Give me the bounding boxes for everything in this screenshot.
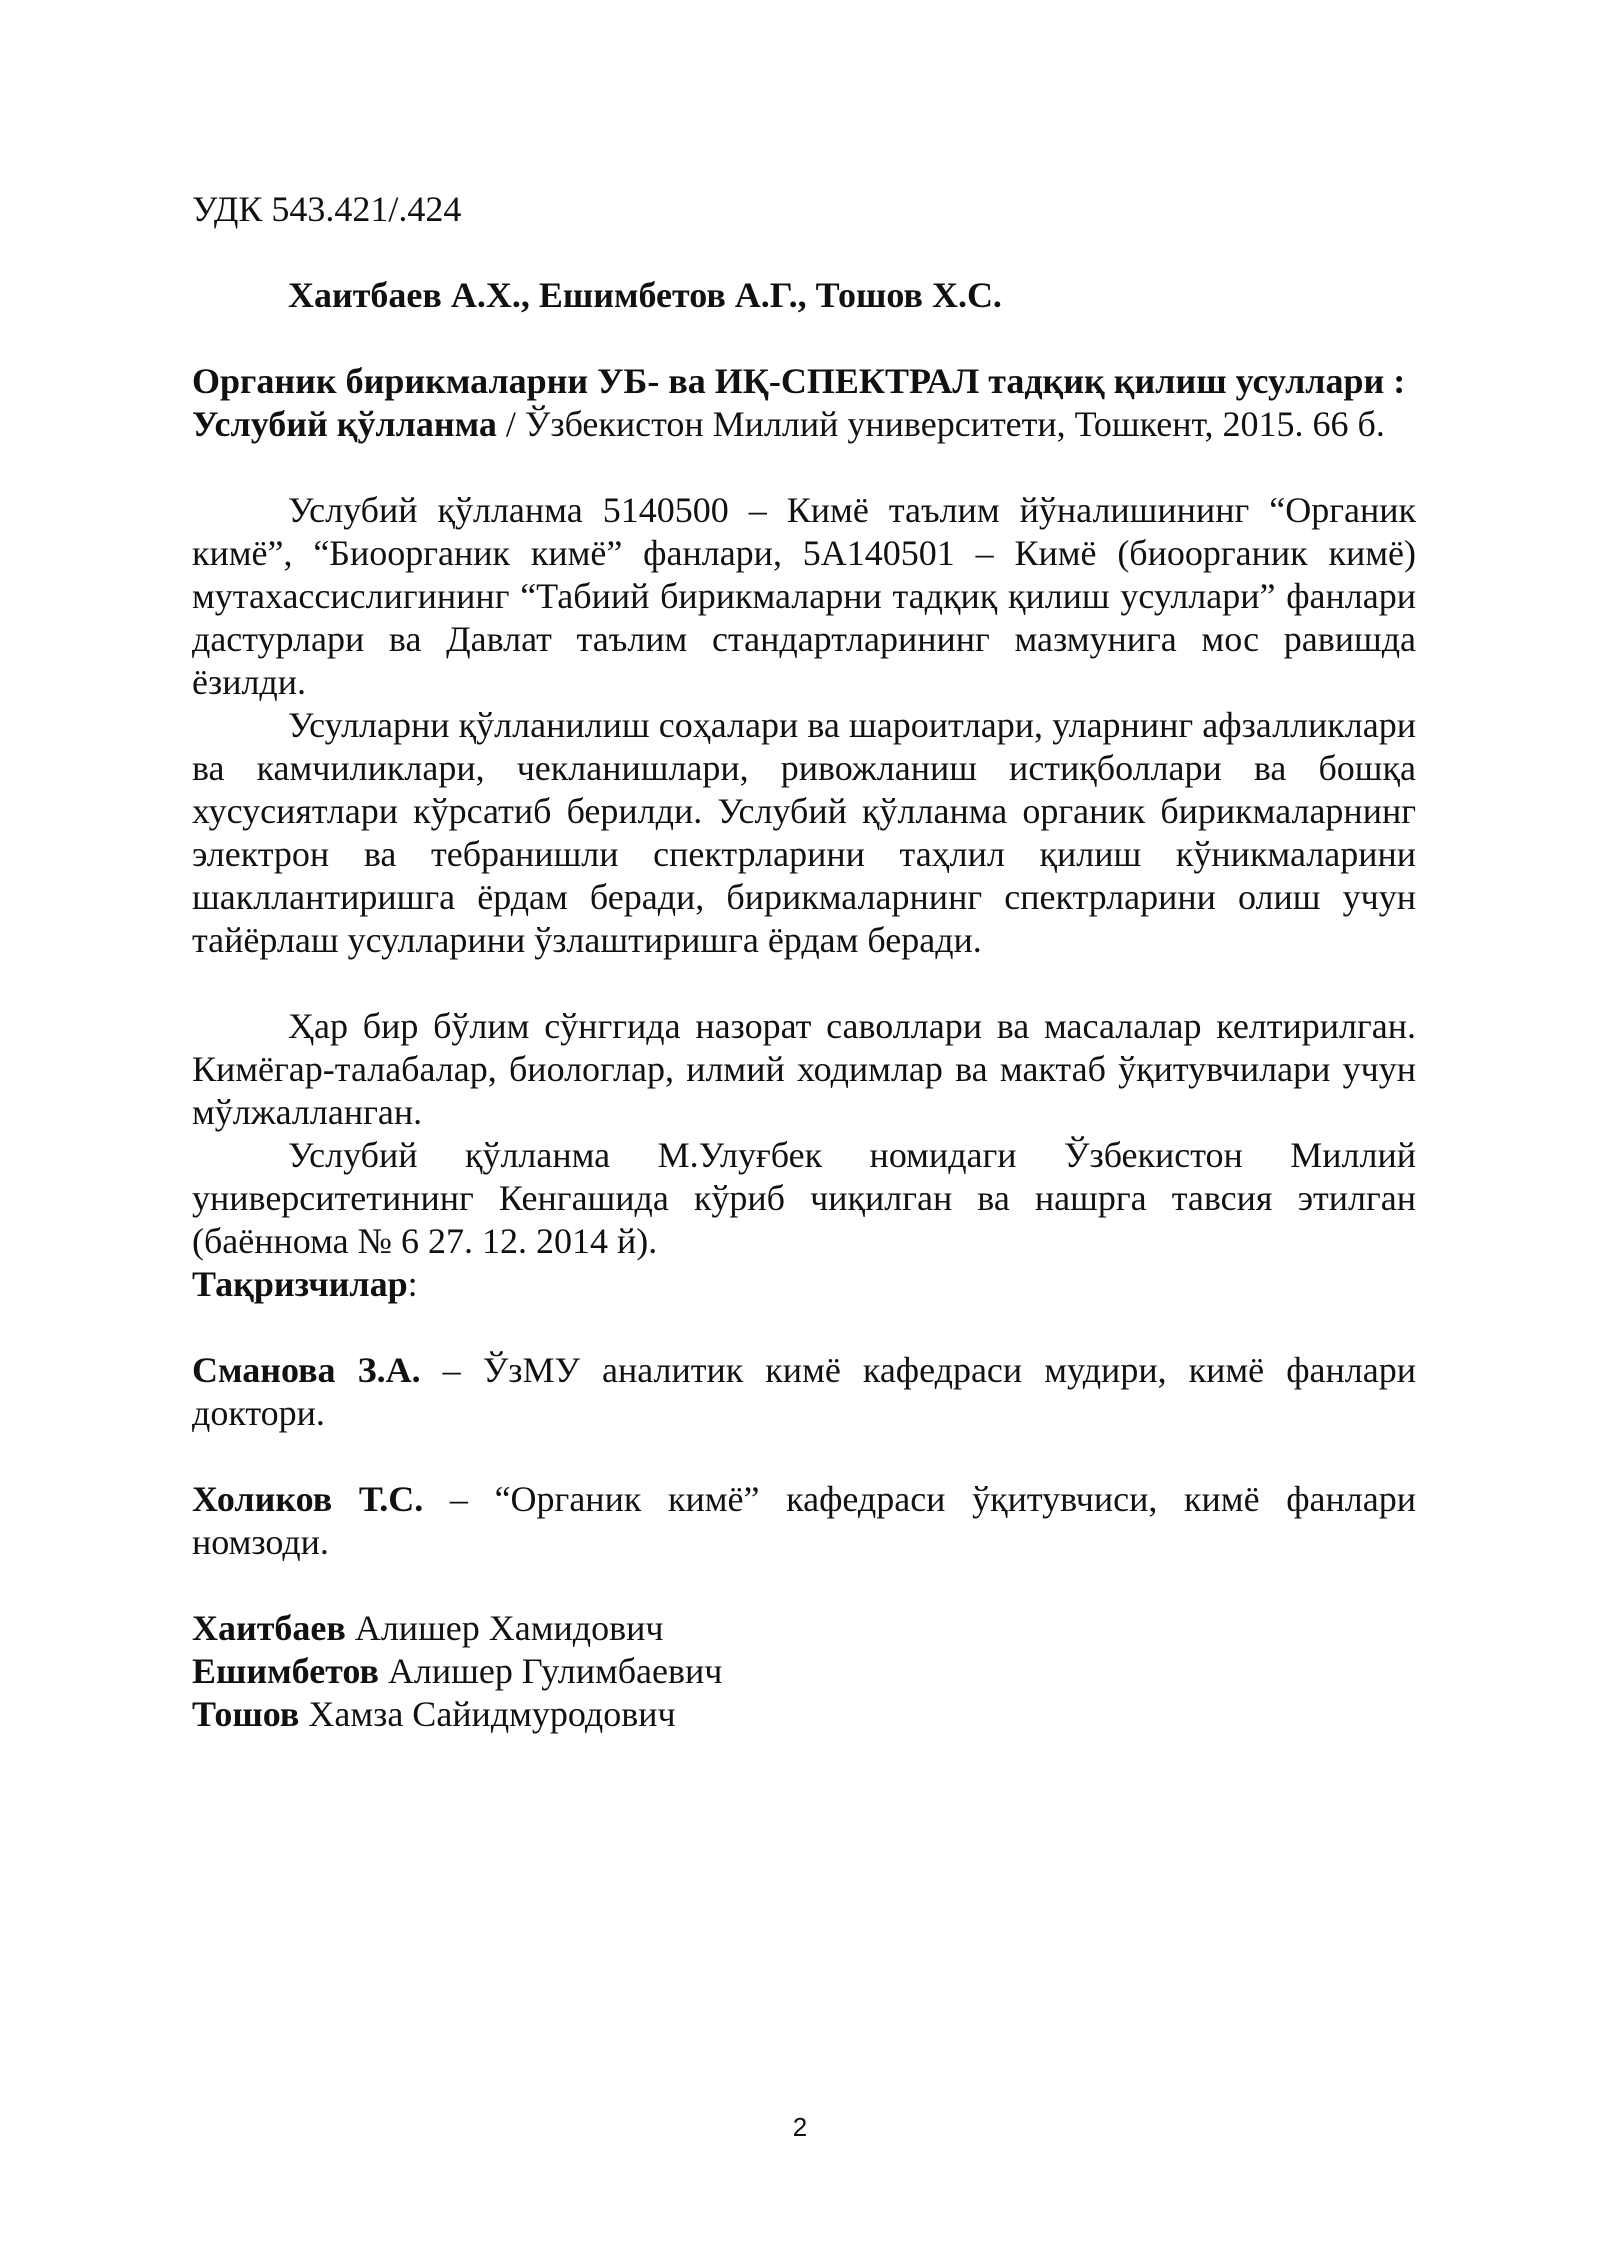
reviewer-name: Сманова З.А. [192, 1350, 421, 1390]
annotation-paragraph-4: Услубий қўлланма М.Улуғбек номидаги Ўзбекистон Миллий университетининг Кенгашида кўриб чиқилган ва нашрга тавсия этилган (баённома № 6 27. 12. 2014 й). [192, 1135, 1416, 1261]
author-given-names: Алишер Хамидович [345, 1608, 664, 1648]
publication-info: / Ўзбекистон Миллий университети, Тошкент, 2015. 66 б. [496, 404, 1385, 444]
page-number: 2 [792, 2112, 808, 2142]
udk-code: УДК 543.421/.424 [192, 189, 462, 229]
reviewers-heading-colon: : [407, 1264, 418, 1304]
annotation-paragraph-2: Усулларни қўлланилиш соҳалари ва шароитлари, уларнинг афзалликлари ва камчиликлари, чекланишлари, ривожланиш истиқболлари ва бошқа хусусиятлари кўрсатиб берилди. Услубий қўлланма органик бирикмаларнинг электрон ва тебранишли спектрларини таҳлил қилиш кўникмаларини шакллантиришга ёрдам беради, бирикмаларнинг спектрларини олиш учун тайёрлаш усулларини ўзлаштиришга ёрдам беради. [192, 705, 1416, 960]
reviewers-heading-label: Тақризчилар [192, 1264, 408, 1304]
author-given-names: Алишер Гулимбаевич [378, 1651, 723, 1691]
authors-line: Хаитбаев А.Х., Ешимбетов А.Г., Тошов Х.С. [288, 275, 1002, 315]
bibliographic-description [192, 360, 1416, 446]
annotation-paragraph-1: Услубий қўлланма 5140500 – Кимё таълим йўналишининг “Органик кимё”, “Биоорганик кимё” фанлари, 5А140501 – Кимё (биоорганик кимё) мутахассислигининг “Табиий бирикмаларни тадқиқ қилиш усуллари” фанлари дастурлари ва Давлат таълим стандартларининг мазмунига мос равишда ёзилди. [192, 490, 1416, 702]
book-title: Органик бирикмаларни УБ- ва ИҚ-СПЕКТРАЛ тадқиқ қилиш усуллари : Услубий қўлланма [192, 361, 1406, 444]
author-full-name [192, 1693, 1416, 1736]
author-surname: Ешимбетов [192, 1651, 379, 1691]
author-given-names: Хамза Сайидмуродович [299, 1694, 676, 1734]
reviewer-position: – ЎзМУ аналитик кимё кафедраси мудири, кимё фанлари доктори. [192, 1350, 1416, 1433]
reviewer-entry [192, 1349, 1416, 1435]
reviewer-position: – “Органик кимё” кафедраси ўқитувчиси, кимё фанлари номзоди. [192, 1479, 1416, 1562]
page-content [192, 188, 1416, 1736]
reviewer-entry [192, 1478, 1416, 1564]
annotation-paragraph-3: Ҳар бир бўлим сўнггида назорат саволлари ва масалалар келтирилган. Кимёгар-талабалар, биологлар, илмий ходимлар ва мактаб ўқитувчилари учун мўлжалланган. [192, 1006, 1416, 1132]
author-surname: Тошов [192, 1694, 300, 1734]
author-full-name [192, 1607, 1416, 1650]
author-full-name [192, 1650, 1416, 1693]
reviewer-name: Холиков Т.С. [192, 1479, 424, 1519]
reviewers-heading [192, 1263, 1416, 1306]
author-full-names [192, 1607, 1416, 1736]
author-surname: Хаитбаев [192, 1608, 346, 1648]
